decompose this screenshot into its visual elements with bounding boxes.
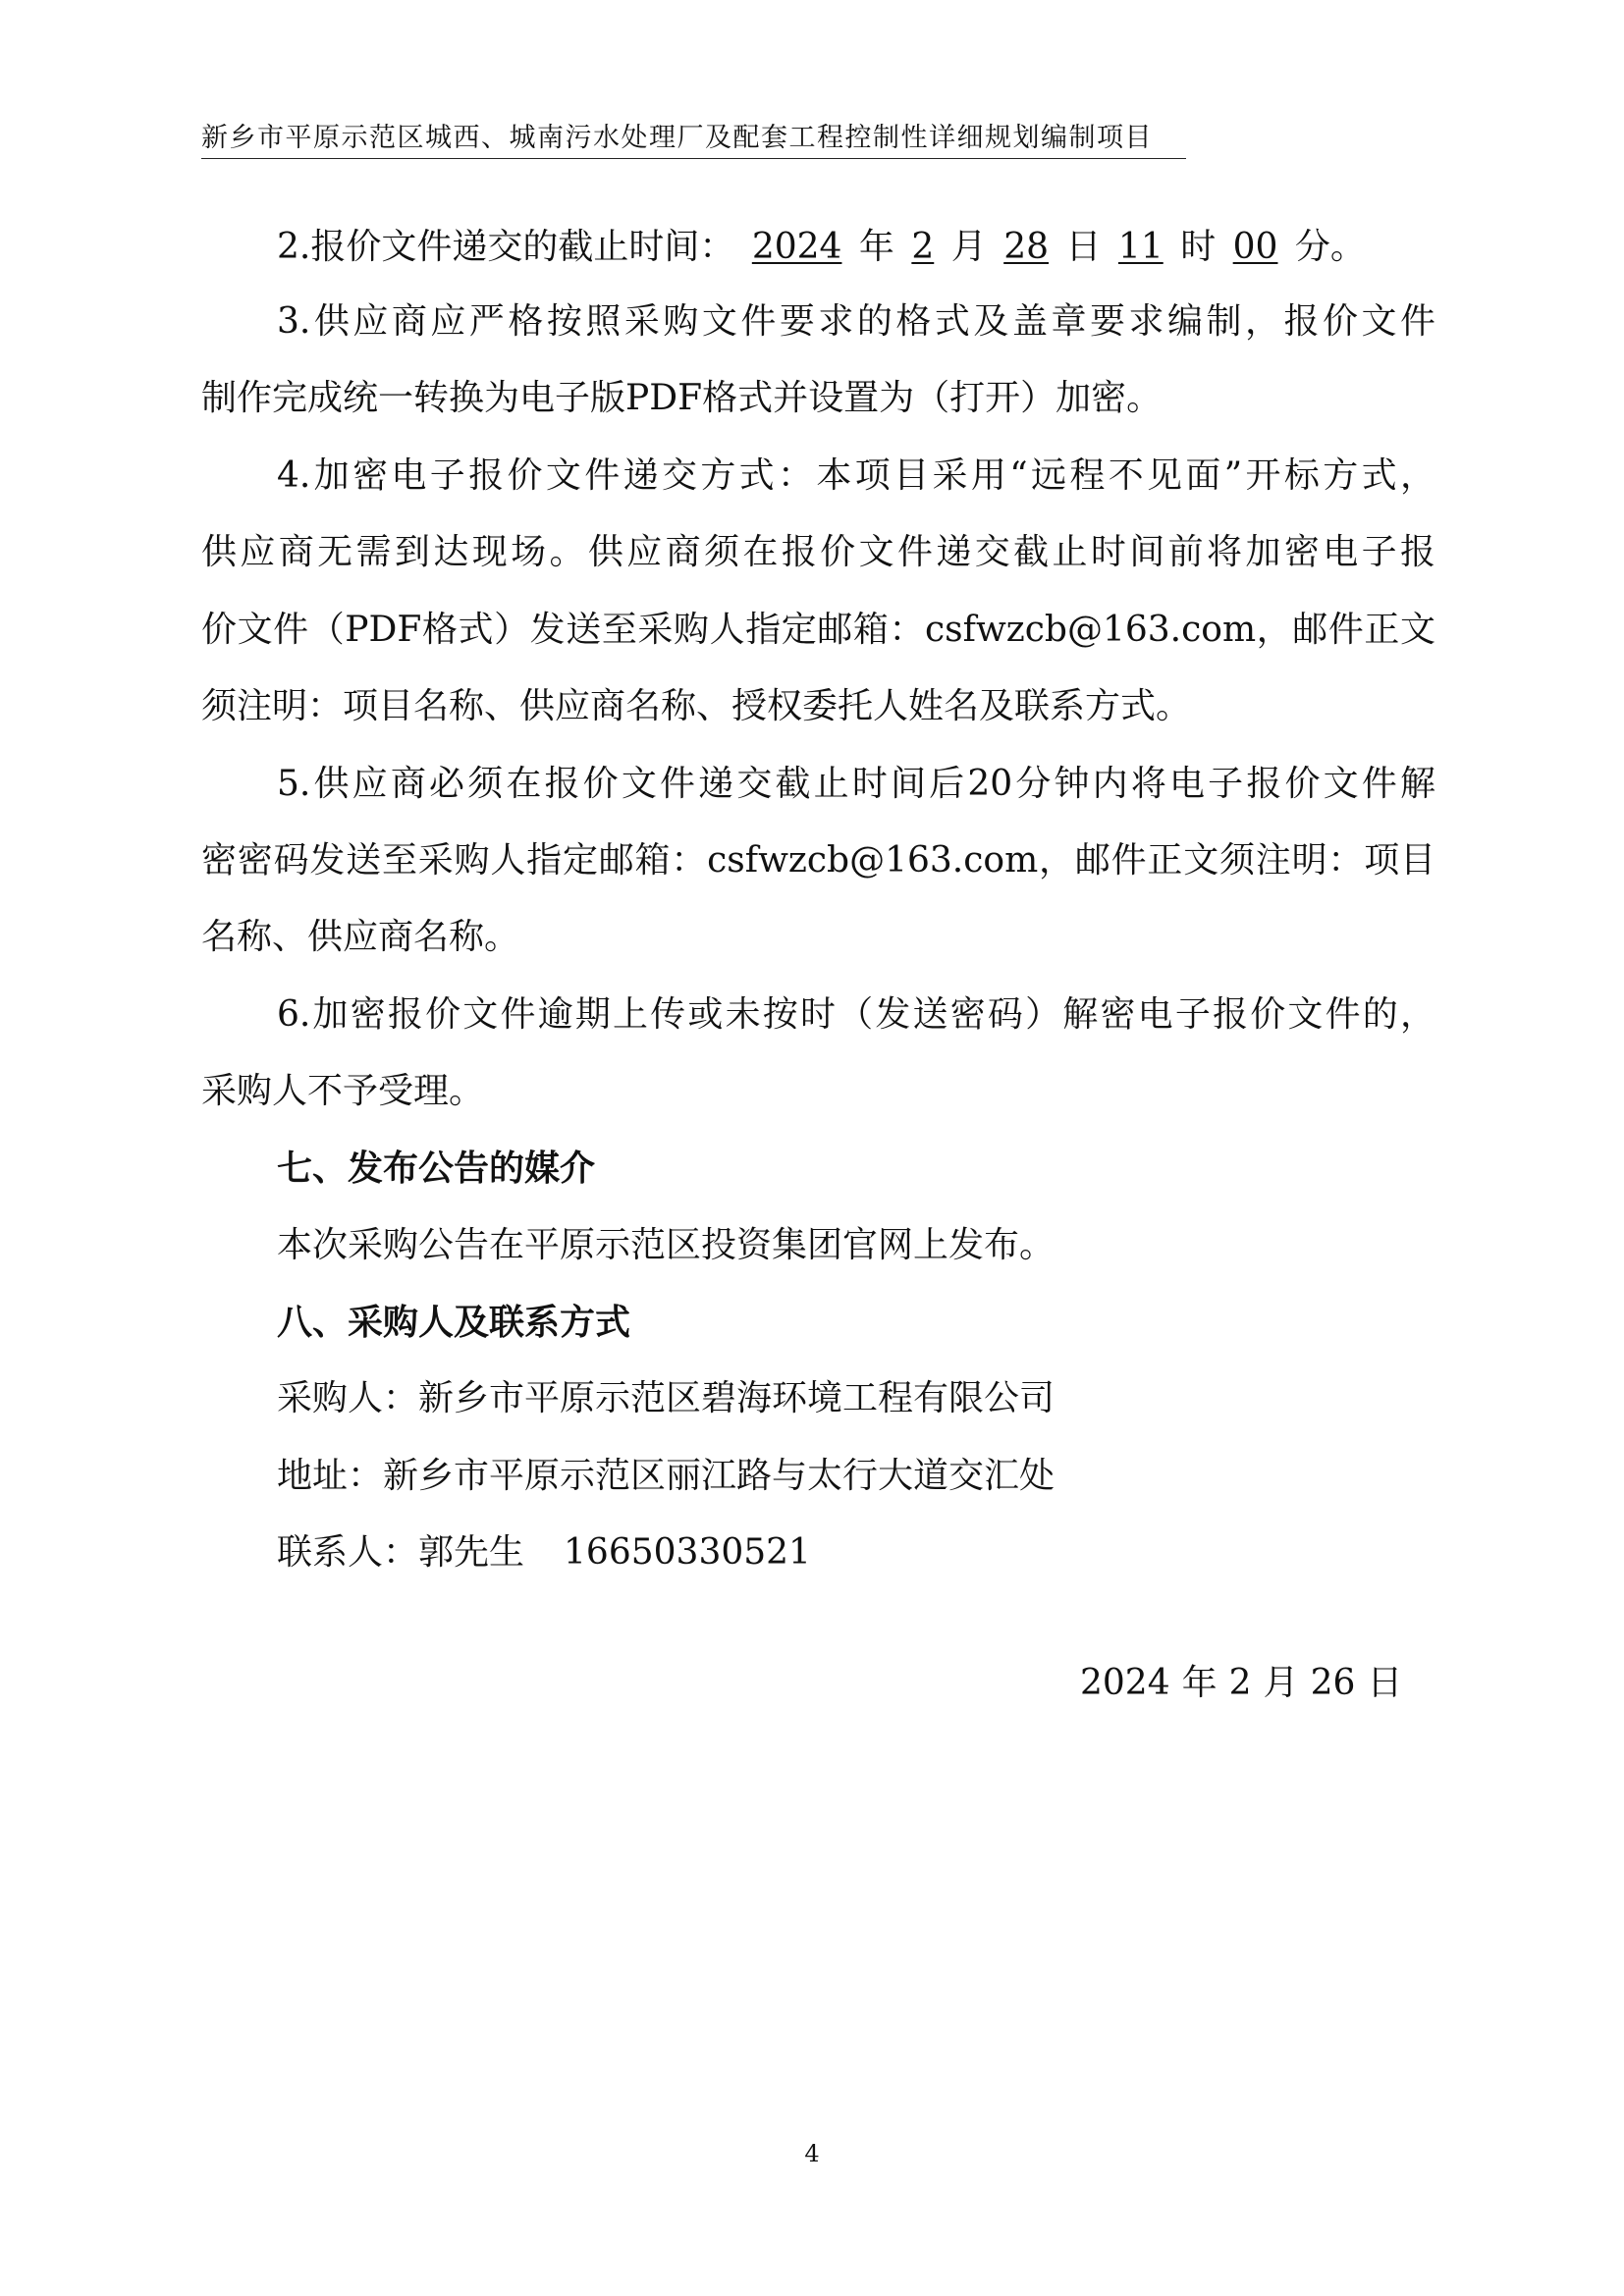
- paragraph-line: 3.供应商应严格按照采购文件要求的格式及盖章要求编制，报价文件: [277, 301, 1435, 342]
- deadline-minute-unit: 分。: [1294, 227, 1366, 267]
- deadline-month-unit: 月: [950, 227, 987, 267]
- paragraph-line: 价文件（PDF格式）发送至采购人指定邮箱：csfwzcb@163.com，邮件正文: [201, 610, 1435, 650]
- section-heading: 八、采购人及联系方式: [277, 1302, 631, 1343]
- deadline-prefix: 2.报价文件递交的截止时间：: [277, 227, 735, 267]
- purchaser-line: 采购人：新乡市平原示范区碧海环境工程有限公司: [277, 1378, 1056, 1418]
- contact-phone: 16650330521: [564, 1532, 811, 1573]
- paragraph-line: 供应商无需到达现场。供应商须在报价文件递交截止时间前将加密电子报: [201, 532, 1435, 572]
- deadline-day-unit: 日: [1065, 227, 1102, 267]
- paragraph-line: 5.供应商必须在报价文件递交截止时间后20分钟内将电子报价文件解: [277, 764, 1435, 804]
- deadline-hour-unit: 时: [1180, 227, 1217, 267]
- paragraph-line: 6.加密报价文件逾期上传或未按时（发送密码）解密电子报价文件的，: [277, 994, 1435, 1035]
- deadline-year: 2024: [751, 227, 842, 267]
- address-line: 地址：新乡市平原示范区丽江路与太行大道交汇处: [277, 1456, 1056, 1496]
- deadline-year-unit: 年: [858, 227, 894, 267]
- paragraph-line: 制作完成统一转换为电子版PDF格式并设置为（打开）加密。: [201, 378, 1163, 418]
- section-text: 本次采购公告在平原示范区投资集团官网上发布。: [277, 1225, 1056, 1265]
- deadline-month: 2: [911, 227, 935, 267]
- sign-day-unit: 日: [1367, 1663, 1403, 1703]
- page-number: 4: [804, 2140, 820, 2167]
- sign-year: 2024: [1080, 1663, 1170, 1703]
- contact-line: [277, 1533, 1435, 1573]
- sign-day: 26: [1310, 1663, 1356, 1703]
- sign-month: 2: [1228, 1663, 1252, 1703]
- deadline-hour: 11: [1117, 227, 1164, 267]
- paragraph-line: 密密码发送至采购人指定邮箱：csfwzcb@163.com，邮件正文须注明：项目: [201, 840, 1435, 881]
- running-header: 新乡市平原示范区城西、城南污水处理厂及配套工程控制性详细规划编制项目: [201, 123, 1153, 153]
- paragraph-line: 4.加密电子报价文件递交方式：本项目采用“远程不见面”开标方式，: [277, 455, 1435, 496]
- deadline-line: [277, 228, 1435, 267]
- sign-month-unit: 月: [1263, 1663, 1299, 1703]
- section-heading: 七、发布公告的媒介: [277, 1148, 596, 1189]
- deadline-day: 28: [1003, 227, 1049, 267]
- signature-date: [1080, 1664, 1414, 1703]
- sign-year-unit: 年: [1181, 1663, 1218, 1703]
- paragraph-line: 须注明：项目名称、供应商名称、授权委托人姓名及联系方式。: [201, 686, 1192, 726]
- contact-label: 联系人：郭先生: [277, 1532, 525, 1573]
- paragraph-line: 采购人不予受理。: [201, 1071, 485, 1111]
- header-rule: [201, 158, 1186, 159]
- paragraph-line: 名称、供应商名称。: [201, 917, 520, 957]
- deadline-minute: 00: [1232, 227, 1278, 267]
